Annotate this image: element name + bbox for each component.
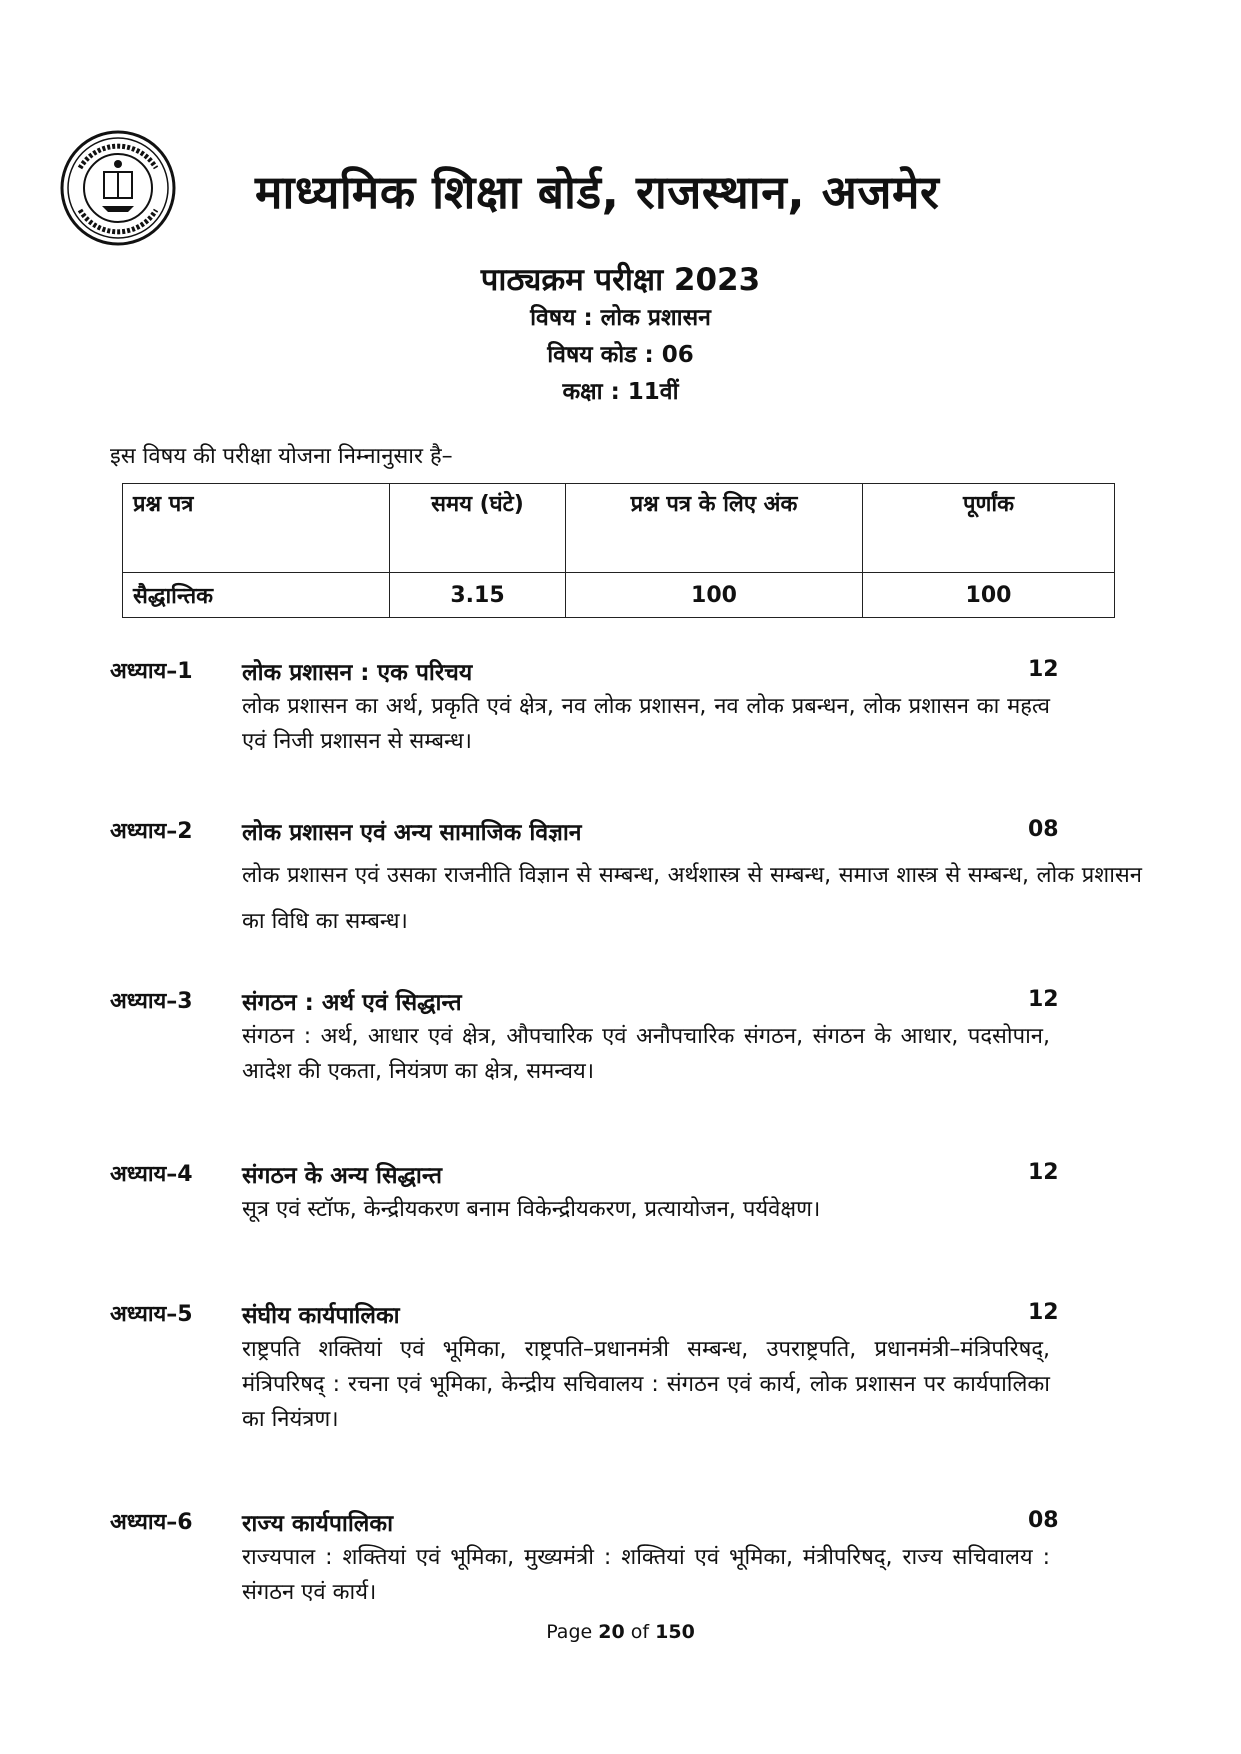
table-header-row <box>123 484 1115 573</box>
chapter-title: संगठन : अर्थ एवं सिद्धान्त <box>242 990 462 1016</box>
subject-code-line: विषय कोड : 06 <box>547 342 694 368</box>
chapter-marks: 08 <box>1028 817 1059 842</box>
board-title: माध्यमिक शिक्षा बोर्ड, राजस्थान, अजमेर <box>255 165 940 219</box>
chapter-label: अध्याय–5 <box>110 1302 193 1327</box>
chapter-label: अध्याय–1 <box>110 659 193 684</box>
chapter-label: अध्याय–3 <box>110 989 193 1014</box>
chapter-marks: 08 <box>1028 1508 1059 1533</box>
subject-line: विषय : लोक प्रशासन <box>530 305 711 331</box>
class-line: कक्षा : 11वीं <box>562 379 679 405</box>
chapter-title: संघीय कार्यपालिका <box>242 1303 400 1329</box>
page-of: of <box>630 1621 650 1643</box>
table-row <box>123 573 1115 618</box>
table-header-cell: समय (घंटे) <box>390 484 566 573</box>
chapter-title: लोक प्रशासन : एक परिचय <box>242 660 473 686</box>
chapter-marks: 12 <box>1028 987 1059 1012</box>
table-cell: 3.15 <box>390 573 566 618</box>
chapter-body: राज्यपाल : शक्तियां एवं भूमिका, मुख्यमंत्री : शक्तियां एवं भूमिका, मंत्रीपरिषद्, राज्य सचिवालय : संगठन एवं कार्य। <box>242 1545 1050 1605</box>
table-cell: सैद्धान्तिक <box>123 573 390 618</box>
exam-title: पाठ्यक्रम परीक्षा 2023 <box>480 262 761 298</box>
table-header-cell: प्रश्न पत्र <box>123 484 390 573</box>
exam-scheme-table <box>122 483 1115 618</box>
chapter-body: लोक प्रशासन का अर्थ, प्रकृति एवं क्षेत्र, नव लोक प्रशासन, नव लोक प्रबन्धन, लोक प्रशासन का महत्व एवं निजी प्रशासन से सम्बन्ध। <box>242 694 1050 754</box>
table-header-cell: पूर्णांक <box>863 484 1115 573</box>
page-prefix: Page <box>546 1621 593 1643</box>
board-seal-logo <box>58 128 178 248</box>
chapter-title: लोक प्रशासन एवं अन्य सामाजिक विज्ञान <box>242 820 582 846</box>
chapter-body: संगठन : अर्थ, आधार एवं क्षेत्र, औपचारिक एवं अनौपचारिक संगठन, संगठन के आधार, पदसोपान, आदेश की एकता, नियंत्रण का क्षेत्र, समन्वय। <box>242 1024 1050 1084</box>
chapter-label: अध्याय–2 <box>110 819 193 844</box>
chapter-marks: 12 <box>1028 657 1059 682</box>
table-header-cell: प्रश्न पत्र के लिए अंक <box>566 484 863 573</box>
page-current: 20 <box>598 1621 625 1643</box>
chapter-label: अध्याय–6 <box>110 1510 193 1535</box>
chapter-body: लोक प्रशासन एवं उसका राजनीति विज्ञान से सम्बन्ध, अर्थशास्त्र से सम्बन्ध, समाज शास्त्र से सम्बन्ध, लोक प्रशासन का विधि का सम्बन्ध। <box>242 863 1142 934</box>
table-cell: 100 <box>863 573 1115 618</box>
table-cell: 100 <box>566 573 863 618</box>
chapter-marks: 12 <box>1028 1160 1059 1185</box>
chapter-title: राज्य कार्यपालिका <box>242 1511 394 1537</box>
chapter-body: सूत्र एवं स्टॉफ, केन्द्रीयकरण बनाम विकेन्द्रीयकरण, प्रत्यायोजन, पर्यवेक्षण। <box>242 1197 821 1222</box>
chapter-label: अध्याय–4 <box>110 1162 193 1187</box>
page-footer <box>0 1621 1241 1643</box>
chapter-marks: 12 <box>1028 1300 1059 1325</box>
chapter-body: राष्ट्रपति शक्तियां एवं भूमिका, राष्ट्रपति–प्रधानमंत्री सम्बन्ध, उपराष्ट्रपति, प्रधानमंत्री–मंत्रिपरिषद्, मंत्रिपरिषद् : रचना एवं भूमिका, केन्द्रीय सचिवालय : संगठन एवं कार्य, लोक प्रशासन पर कार्यपालिका का नियंत्रण। <box>242 1337 1050 1432</box>
chapter-title: संगठन के अन्य सिद्धान्त <box>242 1163 443 1189</box>
page-total: 150 <box>655 1621 695 1643</box>
intro-text: इस विषय की परीक्षा योजना निम्नानुसार है– <box>110 444 453 469</box>
